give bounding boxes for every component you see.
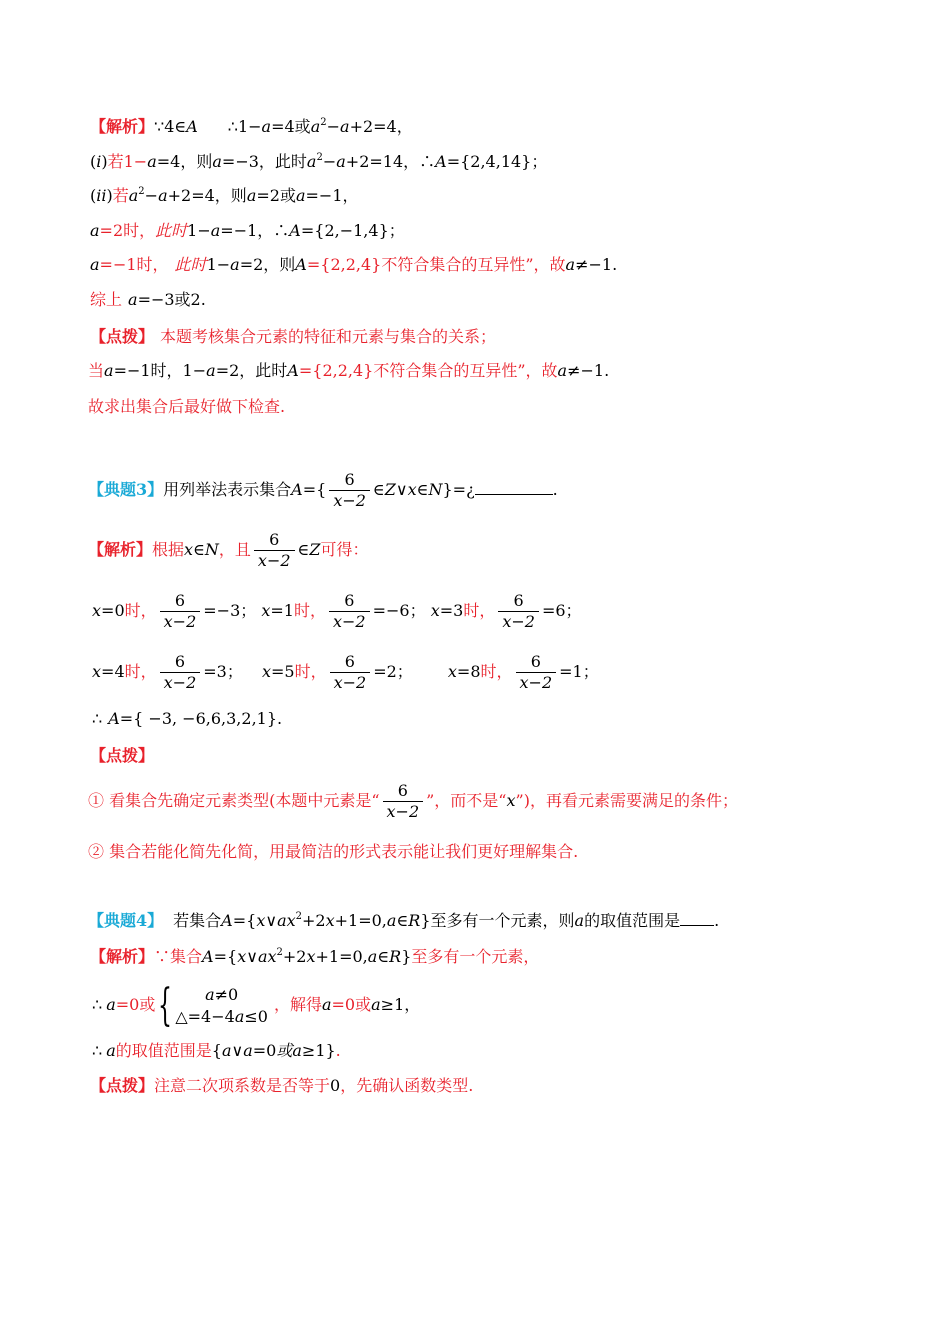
example-3-tag: 【典题3】	[88, 480, 164, 499]
ex3-case-row-2	[92, 650, 599, 694]
case-x3: x=3时， $\frac{6}{x-2}$ =6；	[430, 591, 582, 631]
ex2-analysis-line-2: (i)若1−a=4，则a=−3，此时$a^2-a+2=14$，∴A={2,4,14}；	[90, 152, 548, 171]
ex2-analysis-line-3: (ii)若$a^2-a+2=4$，则a=2或a=−1，	[90, 186, 359, 205]
ex4-question: 【典题4】 若集合$A=\{x\vee ax^2+2x+1=0,a\in R\}$至多有一个元素，则a的取值范围是 .	[88, 911, 720, 930]
case-x0: x=0时， $\frac{6}{x-2}$ =−3；	[92, 591, 257, 631]
case-x1: x=1时， $\frac{6}{x-2}$ =−6；	[261, 591, 426, 631]
tip-tag: 【点拨】	[90, 1076, 155, 1095]
ex4-tip: 【点拨】注意二次项系数是否等于0，先确认函数类型.	[90, 1076, 474, 1095]
ex2-tip-line-3: 故求出集合后最好做下检查.	[88, 397, 286, 416]
fraction: $\frac{6}{x-2}$	[254, 530, 295, 571]
analysis-tag: 【解析】	[90, 947, 155, 966]
analysis-tag: 【解析】	[90, 117, 155, 136]
case-x4: x=4时， $\frac{6}{x-2}$ =3；	[92, 652, 243, 692]
ex3-tip-2: ② 集合若能化简先化简，用最简洁的形式表示能让我们更好理解集合.	[88, 842, 579, 861]
ex3-answer: ∴ A={ −3, −6,6,3,2,1}.	[92, 709, 283, 728]
ex4-analysis-line-2: ∴ a=0或 { a≠0 △=4−4a≤0 ，解得a=0或a≥1，	[92, 979, 421, 1031]
ex2-analysis-line-5: a=−1时， 此时1−a=2，则A={2,2,4}不符合集合的互异性”，故a≠−1.	[90, 255, 618, 274]
ex3-analysis-line-1: 【解析】根据x∈N，且 $\frac{6}{x-2}$ ∈Z可得：	[88, 530, 369, 570]
ex3-case-row-1	[92, 589, 582, 633]
ex2-tip-line-1: 【点拨】 本题考核集合元素的特征和元素与集合的关系；	[90, 327, 497, 346]
analysis-tag: 【解析】	[88, 540, 153, 559]
answer-blank	[475, 480, 553, 495]
fraction: $\frac{6}{x-2}$	[329, 470, 370, 511]
case-x8: x=8时， $\frac{6}{x-2}$ =1；	[447, 652, 599, 692]
ex3-tip-tag-line	[90, 745, 154, 767]
ex2-analysis-line-4: a=2时，此时1−a=−1，∴A={2,−1,4}；	[90, 221, 405, 240]
left-brace-icon: {	[158, 979, 173, 1031]
ex4-analysis-line-1: 【解析】∵集合$A=\{x\vee ax^2+2x+1=0,a\in R\}$至多有一个元素，	[90, 947, 540, 966]
tip-tag: 【点拨】	[90, 327, 155, 346]
tip-tag: 【点拨】	[90, 746, 155, 765]
answer-blank	[680, 911, 714, 926]
ex3-question: 【典题3】用列举法表示集合A={ $\frac{6}{x-2}$ ∈Z∨x∈N}=¿ .	[88, 470, 558, 510]
case-x5: x=5时， $\frac{6}{x-2}$ =2；	[261, 652, 413, 692]
ex2-analysis-line-1: 【解析】∵4∈A ∴1−a=4或$a^2-a+2=4$，	[90, 117, 413, 136]
ex3-tip-1: ① 看集合先确定元素类型(本题中元素是“ $\frac{6}{x-2}$ ”，而不是“x”)，再看元素需要满足的条件；	[88, 781, 738, 821]
example-4-tag: 【典题4】	[88, 911, 164, 930]
ex2-tip-line-2: 当a=−1时，1−a=2，此时A={2,2,4}不符合集合的互异性”，故a≠−1.	[88, 361, 610, 380]
ex2-analysis-line-6: 综上 a=−3或2.	[90, 290, 206, 309]
ex4-analysis-line-3: ∴ a的取值范围是{a∨a=0或a≥1}.	[92, 1041, 341, 1060]
inequality-system: { a≠0 △=4−4a≤0	[158, 979, 268, 1031]
